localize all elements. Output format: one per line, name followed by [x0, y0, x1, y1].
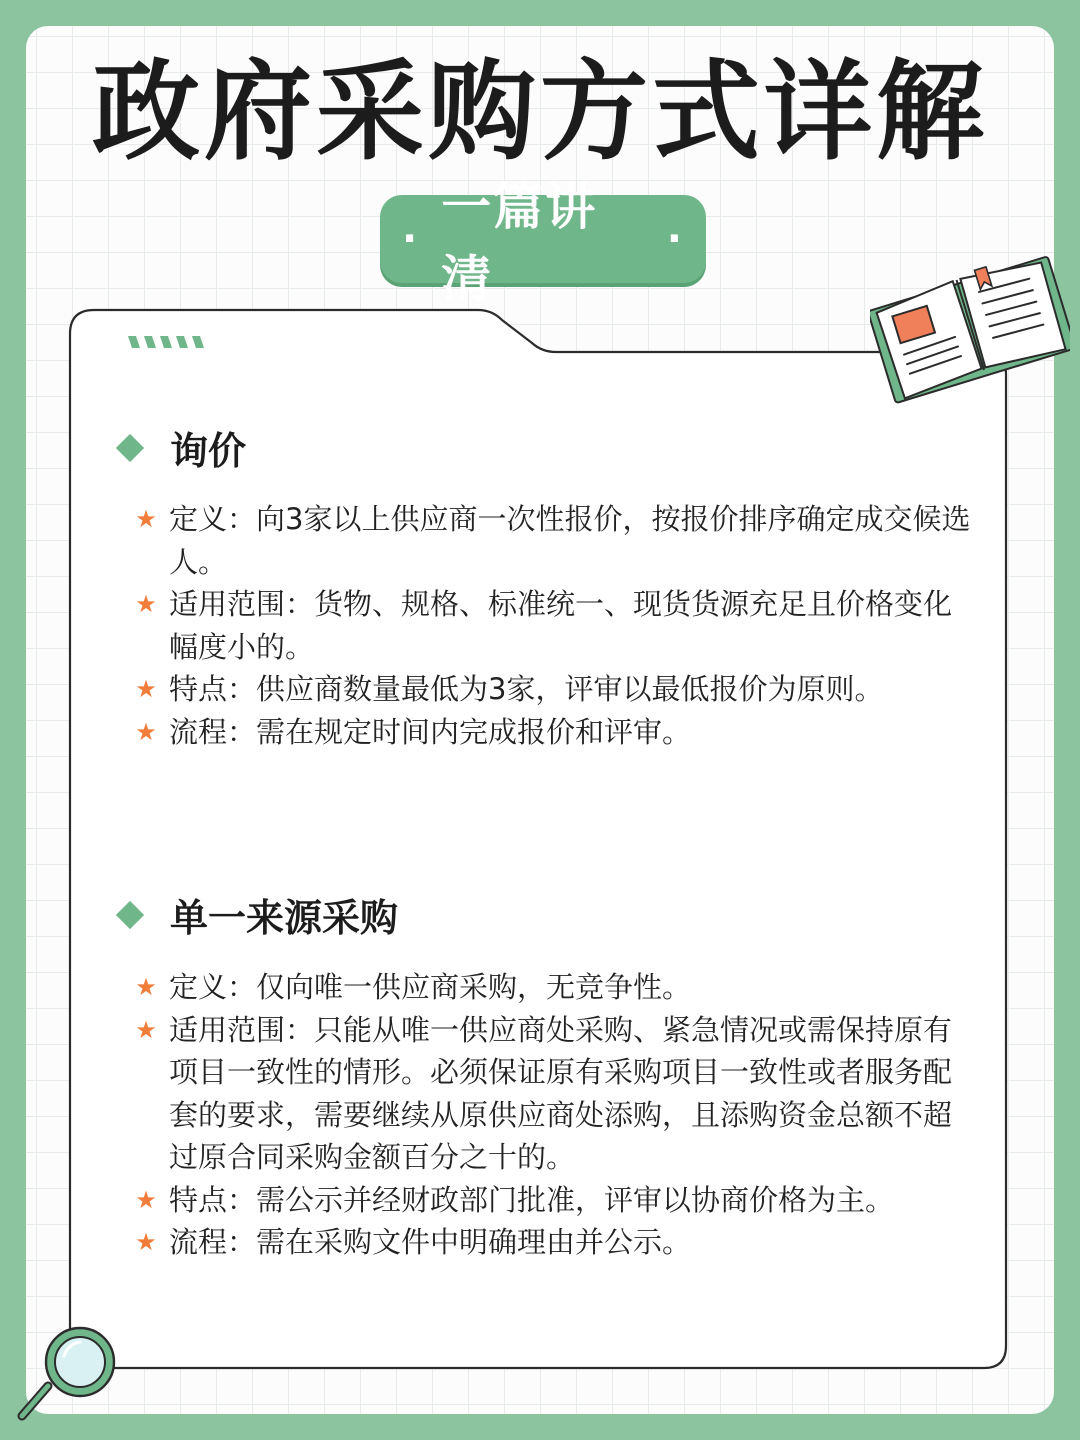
item-text: 适用范围：只能从唯一供应商处采购、紧急情况或需保持原有项目一致性的情形。必须保证原有采购项目一致性或者服务配套的要求，需要继续从原供应商处添购，且添购资金总额不超过原合同采购金额百分之十的。: [169, 1012, 953, 1174]
star-icon: ★: [135, 973, 157, 1001]
subtitle-dot-left: ·: [402, 216, 420, 262]
open-book-icon: [870, 238, 1070, 410]
diamond-icon: [116, 900, 144, 928]
section-single-source-list: [134, 966, 974, 1264]
section-title: 询价: [170, 429, 247, 473]
star-icon: ★: [135, 717, 157, 746]
section-single-source-header: [112, 887, 398, 942]
item-text: 特点：需公示并经财政部门批准，评审以协商价格为主。: [169, 1182, 895, 1217]
item-text: 定义：仅向唯一供应商采购，无竞争性。: [169, 970, 692, 1004]
list-item: [134, 668, 974, 711]
item-text: 定义：向3家以上供应商一次性报价，按报价排序确定成交候选人。: [169, 502, 971, 579]
list-item: [134, 498, 974, 583]
item-text: 特点：供应商数量最低为3家，评审以最低报价为原则。: [169, 672, 884, 706]
list-item: [134, 711, 974, 754]
section-inquiry-header: [112, 420, 246, 475]
list-item: [134, 1221, 974, 1264]
subtitle-text: 一篇讲清: [441, 178, 598, 308]
star-icon: ★: [135, 505, 157, 533]
list-item: [134, 1179, 974, 1222]
magnifier-icon: [12, 1322, 124, 1426]
star-icon: ★: [135, 1185, 157, 1214]
star-icon: ★: [135, 675, 157, 703]
item-text: 流程：需在规定时间内完成报价和评审。: [169, 714, 692, 749]
item-text: 适用范围：货物、规格、标准统一、现货货源充足且价格变化幅度小的。: [169, 587, 953, 664]
stripe-decoration: [128, 336, 214, 350]
section-title: 单一来源采购: [170, 896, 399, 940]
item-text: 流程：需在采购文件中明确理由并公示。: [169, 1225, 692, 1259]
page-title: 政府采购方式详解: [91, 50, 988, 175]
section-inquiry-list: [134, 498, 974, 753]
list-item: [134, 583, 974, 668]
diamond-icon: [116, 433, 144, 461]
subtitle-dot-right: ·: [666, 216, 684, 262]
list-item: [134, 1009, 974, 1179]
star-icon: ★: [135, 1228, 157, 1256]
star-icon: ★: [135, 1015, 157, 1044]
list-item: [134, 966, 974, 1009]
star-icon: ★: [135, 590, 157, 618]
